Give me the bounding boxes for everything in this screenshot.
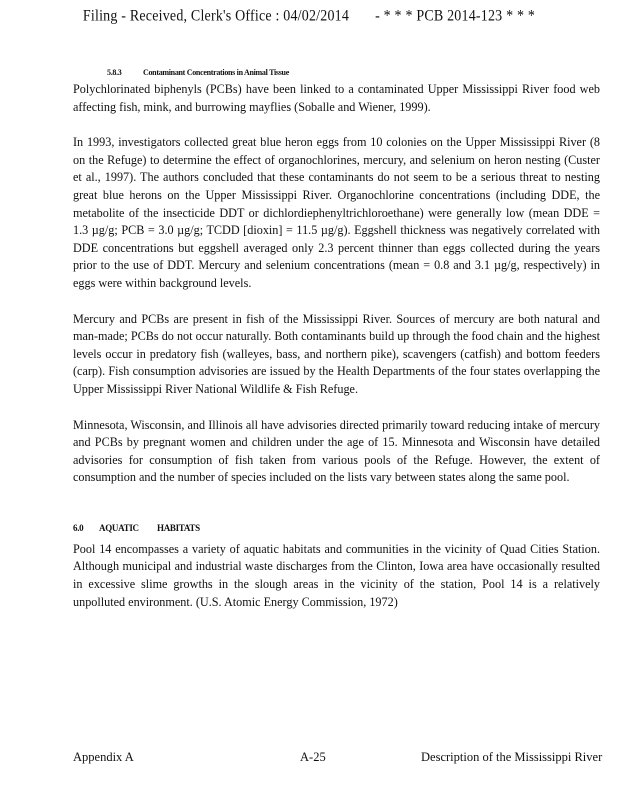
paragraph-pcb-food-web: Polychlorinated biphenyls (PCBs) have been linked to a contaminated Upper Mississippi River food web affecting fish, mink, and burrowing mayflies (Soballe and Wiener, 1999). bbox=[73, 82, 600, 114]
footer-title: Description of the Mississippi River bbox=[421, 750, 603, 764]
case-number: - * * * PCB 2014-123 * * * bbox=[375, 8, 536, 26]
document-body bbox=[73, 68, 600, 629]
filing-header bbox=[0, 8, 618, 26]
section-title-word-1: AQUATIC bbox=[99, 522, 139, 533]
paragraph-pool-14: Pool 14 encompasses a variety of aquatic habitats and communities in the vicinity of Quad Cities Station. Although municipal and industrial waste discharges from the Clinton, Iowa area have occasionally resulted in excessive slime growths in the slough areas in the vicinity of the station, Pool 14 is a relatively unpolluted environment. (U.S. Atomic Energy Commission, 1972) bbox=[73, 541, 600, 609]
section-title: Contaminant Concentrations in Animal Tissue bbox=[143, 68, 289, 77]
section-title-word-2: HABITATS bbox=[157, 522, 200, 533]
filing-stamp: Filing - Received, Clerk's Office : 04/02/2014 bbox=[82, 8, 350, 26]
section-number: 6.0 bbox=[73, 522, 84, 533]
footer-appendix: Appendix A bbox=[73, 750, 134, 764]
section-heading-6-0 bbox=[73, 523, 600, 533]
section-number: 5.8.3 bbox=[107, 68, 122, 77]
paragraph-state-advisories: Minnesota, Wisconsin, and Illinois all have advisories directed primarily toward reducing intake of mercury and PCBs by pregnant women and children under the age of 15. Minnesota and Wisconsin have detailed advisories for consumption of fish taken from various pools of the Refuge. However, the extent of consumption and the number of species included on the lists vary between states along the same pool. bbox=[73, 417, 600, 485]
section-heading-5-8-3 bbox=[107, 68, 600, 77]
paragraph-mercury-pcb-fish: Mercury and PCBs are present in fish of the Mississippi River. Sources of mercury are both natural and man-made; PCBs do not occur naturally. Both contaminants build up through the food chain and the highest levels occur in predatory fish (walleyes, bass, and northern pike), scavengers (catfish) and bottom feeders (carp). Fish consumption advisories are issued by the Health Departments of the four states overlapping the Upper Mississippi River National Wildlife & Fish Refuge. bbox=[73, 311, 600, 396]
paragraph-heron-eggs: In 1993, investigators collected great blue heron eggs from 10 colonies on the Upper Mississippi River (8 on the Refuge) to determine the effect of organochlorines, mercury, and selenium on heron nesting (Custer et al., 1997). The authors concluded that these contaminants do not seem to be a serious threat to nesting great blue herons on the Upper Mississippi River. Organochlorine concentrations (including DDE, the metabolite of the insecticide DDT or dichlordiephenyltrichloroethane) were generally low (mean DDE = 1.3 µg/g; PCB = 3.0 µg/g; TCDD [dioxin] = 11.5 µg/g). Eggshell thickness was negatively correlated with DDE concentrations but eggshell averaged only 2.3 percent thinner than eggs collected during the years prior to the use of DDT. Mercury and selenium concentrations (mean = 0.8 and 3.1 µg/g, respectively) in eggs were within background levels. bbox=[73, 135, 600, 290]
footer-page-number: A-25 bbox=[300, 750, 326, 764]
